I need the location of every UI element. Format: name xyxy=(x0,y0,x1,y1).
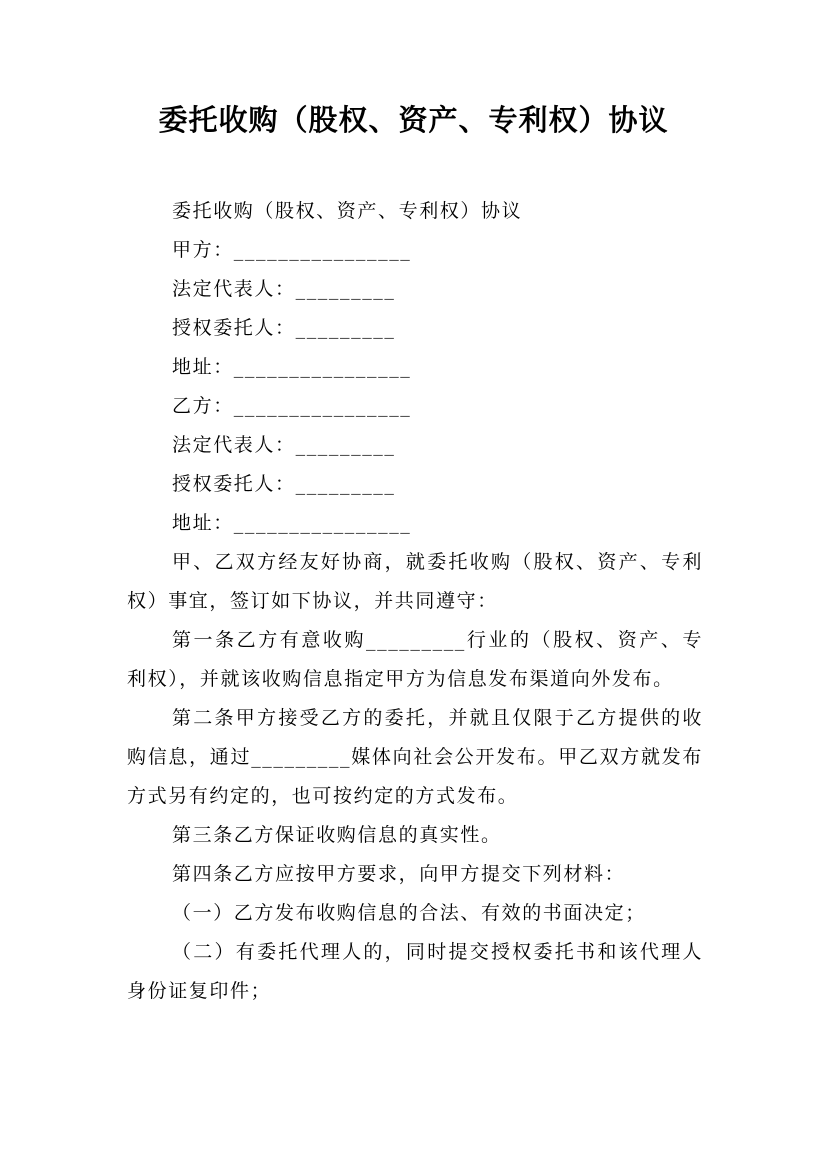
document-body xyxy=(127,192,703,1011)
party-b-address-field: 地址：________________ xyxy=(172,512,412,534)
subtitle-line: 委托收购（股权、资产、专利权）协议 xyxy=(172,200,523,222)
party-a-address-field: 地址：________________ xyxy=(172,356,412,378)
party-b-legal-rep-field: 法定代表人：_________ xyxy=(172,434,396,456)
party-b-authorized-agent-field: 授权委托人：_________ xyxy=(172,473,396,495)
preamble-paragraph: 甲、乙双方经友好协商，就委托收购（股权、资产、专利权）事宜，签订如下协议，并共同遵守： xyxy=(127,551,703,612)
article-4-paragraph: 第四条乙方应按甲方要求，向甲方提交下列材料： xyxy=(172,863,626,885)
party-a-field: 甲方：________________ xyxy=(172,239,412,261)
party-a-authorized-agent-field: 授权委托人：_________ xyxy=(172,317,396,339)
article-3-paragraph: 第三条乙方保证收购信息的真实性。 xyxy=(172,824,502,846)
article-1-paragraph: 第一条乙方有意收购_________行业的（股权、资产、专利权），并就该收购信息指定甲方为信息发布渠道向外发布。 xyxy=(127,629,703,690)
article-4-item-2: （二）有委托代理人的，同时提交授权委托书和该代理人身份证复印件； xyxy=(127,941,703,1002)
party-b-field: 乙方：________________ xyxy=(172,395,412,417)
article-4-item-1: （一）乙方发布收购信息的合法、有效的书面决定； xyxy=(172,902,646,924)
party-a-legal-rep-field: 法定代表人：_________ xyxy=(172,278,396,300)
article-2-paragraph: 第二条甲方接受乙方的委托，并就且仅限于乙方提供的收购信息，通过_________媒体向社会公开发布。甲乙双方就发布方式另有约定的，也可按约定的方式发布。 xyxy=(127,707,703,807)
document-title: 委托收购（股权、资产、专利权）协议 xyxy=(158,103,669,137)
